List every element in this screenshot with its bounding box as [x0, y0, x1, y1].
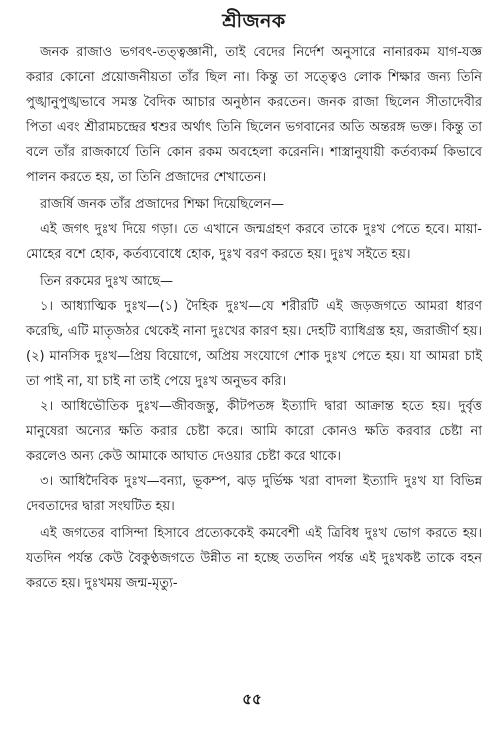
paragraph-three-kinds: তিন রকমের দুঃখ আছে— [40, 274, 174, 289]
page-title: শ্রীজনক [222, 10, 286, 32]
paragraph-intro: জনক রাজাও ভগবৎ-তত্ত্বজ্ঞানী, তাই বেদের নির্দেশ অনুসারে নানারকম যাগ-যজ্ঞ করার কোনো প্রয়োজনীয়তা তাঁর ছিল না। কিন্তু তা সত্ত্বেও লোক শিক্ষার জন্য তিনি পুঙ্খানুপুঙ্খভাবে সমস্ত বৈদিক আচার অনুষ্ঠান করতেন। জনক রাজা ছিলেন সীতাদেবীর পিতা এবং শ্রীরামচন্দ্রের শ্বশুর অর্থাৎ তিনি ছিলেন ভগবানের অতি অন্তরঙ্গ ভক্ত। কিন্তু তা বলে তাঁর রাজকার্যে তিনি কোন রকম অবহেলা করেননি। শাস্ত্রানুযায়ী কর্তব্যকর্ম কিভাবে পালন করতে হয়, তা তিনি প্রজাদের শেখাতেন। [26, 45, 482, 185]
paragraph-conclusion: এই জগতের বাসিন্দা হিসাবে প্রত্যেককেই কমবেশী এই ত্রিবিধ দুঃখ ভোগ করতে হয়। যতদিন পর্যন্ত কেউ বৈকুণ্ঠজগতে উন্নীত না হচ্ছে ততদিন পর্যন্ত এই দুঃখকষ্ট তাকে বহন করতে হয়। দুঃখময় জন্ম-মৃত্যু- [26, 526, 482, 591]
page-number: ৫৫ [242, 690, 262, 708]
paragraph-teaching-heading: রাজর্ষি জনক তাঁর প্রজাদের শিক্ষা দিয়েছিলেন— [40, 197, 284, 212]
paragraph-adhibhautik: ২। আধিভৌতিক দুঃখ—জীবজন্তু, কীটপতঙ্গ ইত্যাদি দ্বারা আক্রান্ত হতে হয়। দুর্বৃত্ত মানুষেরা অন্যের ক্ষতি করার চেষ্টা করে। আমি কারো কোনও ক্ষতি করবার চেষ্টা না করলেও অন্য কেউ আমাকে আঘাত দেওয়ার চেষ্টা করে থাকে। [26, 399, 482, 464]
paragraph-adhyatmik: ১। আধ্যাত্মিক দুঃখ—(১) দৈহিক দুঃখ—যে শরীরটি এই জড়জগতে আমরা ধারণ করেছি, এটি মাতৃজঠর থেকেই নানা দুঃখের কারণ হয়। দেহটি ব্যাধিগ্রস্ত হয়, জরাজীর্ণ হয়। (২) মানসিক দুঃখ—প্রিয় বিয়োগে, অপ্রিয় সংযোগে শোক দুঃখ পেতে হয়। যা আমরা চাই তা পাই না, যা চাই না তাই পেয়ে দুঃখ অনুভব করি। [26, 299, 482, 389]
paragraph-adhidaivik: ৩। আধিদৈবিক দুঃখ—বন্যা, ভূকম্প, ঝড় দুর্ভিক্ষ খরা বাদলা ইত্যাদি দুঃখ যা বিভিন্ন দেবতাদের দ্বারা সংঘটিত হয়। [26, 474, 482, 514]
paragraph-world-suffering: এই জগৎ দুঃখ দিয়ে গড়া। তে এখানে জন্মগ্রহণ করবে তাকে দুঃখ পেতে হবে। মায়া-মোহের বশে হোক, কর্তব্যবোধে হোক, দুঃখ বরণ করতে হয়। দুঃখ সইতে হয়। [26, 222, 482, 262]
